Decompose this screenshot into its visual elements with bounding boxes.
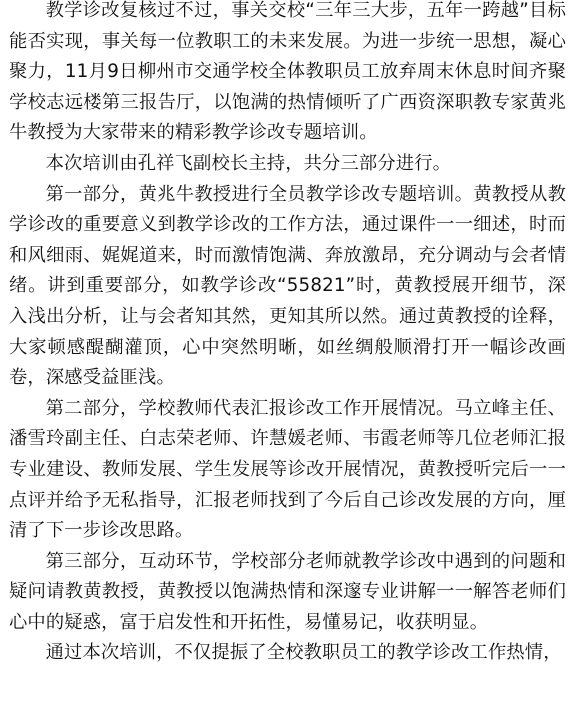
paragraph-intro: 教学诊改复核过不过，事关交校“三年三大步，五年一跨越”目标能否实现，事关每一位教职工的未来发展。为进一步统一思想，凝心聚力，11月9日柳州市交通学校全体教职员工放弃周末休息时间齐聚学校志远楼第三报告厅，以饱满的热情倾听了广西资深职教专家黄兆牛教授为大家带来的精彩教学诊改专题培训。 <box>9 0 566 144</box>
paragraph-conclusion: 通过本次培训，不仅提振了全校教职员工的教学诊改工作热情， <box>45 642 562 664</box>
paragraph-part-two: 第二部分，学校教师代表汇报诊改工作开展情况。马立峰主任、潘雪玲副主任、白志荣老师、许慧媛老师、韦霞老师等几位老师汇报专业建设、教师发展、学生发展等诊改开展情况，黄教授听完后一一点评并给予无私指导，汇报老师找到了今后自己诊改发展的方向，厘清了下一步诊改思路。 <box>9 397 566 542</box>
paragraph-part-three: 第三部分，互动环节，学校部分老师就教学诊改中遇到的问题和疑问请教黄教授，黄教授以饱满热情和深邃专业讲解一一解答老师们心中的疑惑，富于启发性和开拓性，易懂易记，收获明显。 <box>9 550 566 633</box>
paragraph-host: 本次培训由孔祥飞副校长主持，共分三部分进行。 <box>45 152 452 174</box>
paragraph-part-one: 第一部分，黄兆牛教授进行全员教学诊改专题培训。黄教授从教学诊改的重要意义到教学诊改的工作方法，通过课件一一细述，时而和风细雨、娓娓道来，时而激情饱满、奔放激昂，充分调动与会者情绪。讲到重要部分，如教学诊改“55821”时，黄教授展开细节，深入浅出分析，让与会者知其然，更知其所以然。通过黄教授的诠释，大家顿感醍醐灌顶，心中突然明晰，如丝绸般顺滑打开一幅诊改画卷，深感受益匪浅。 <box>9 183 566 389</box>
